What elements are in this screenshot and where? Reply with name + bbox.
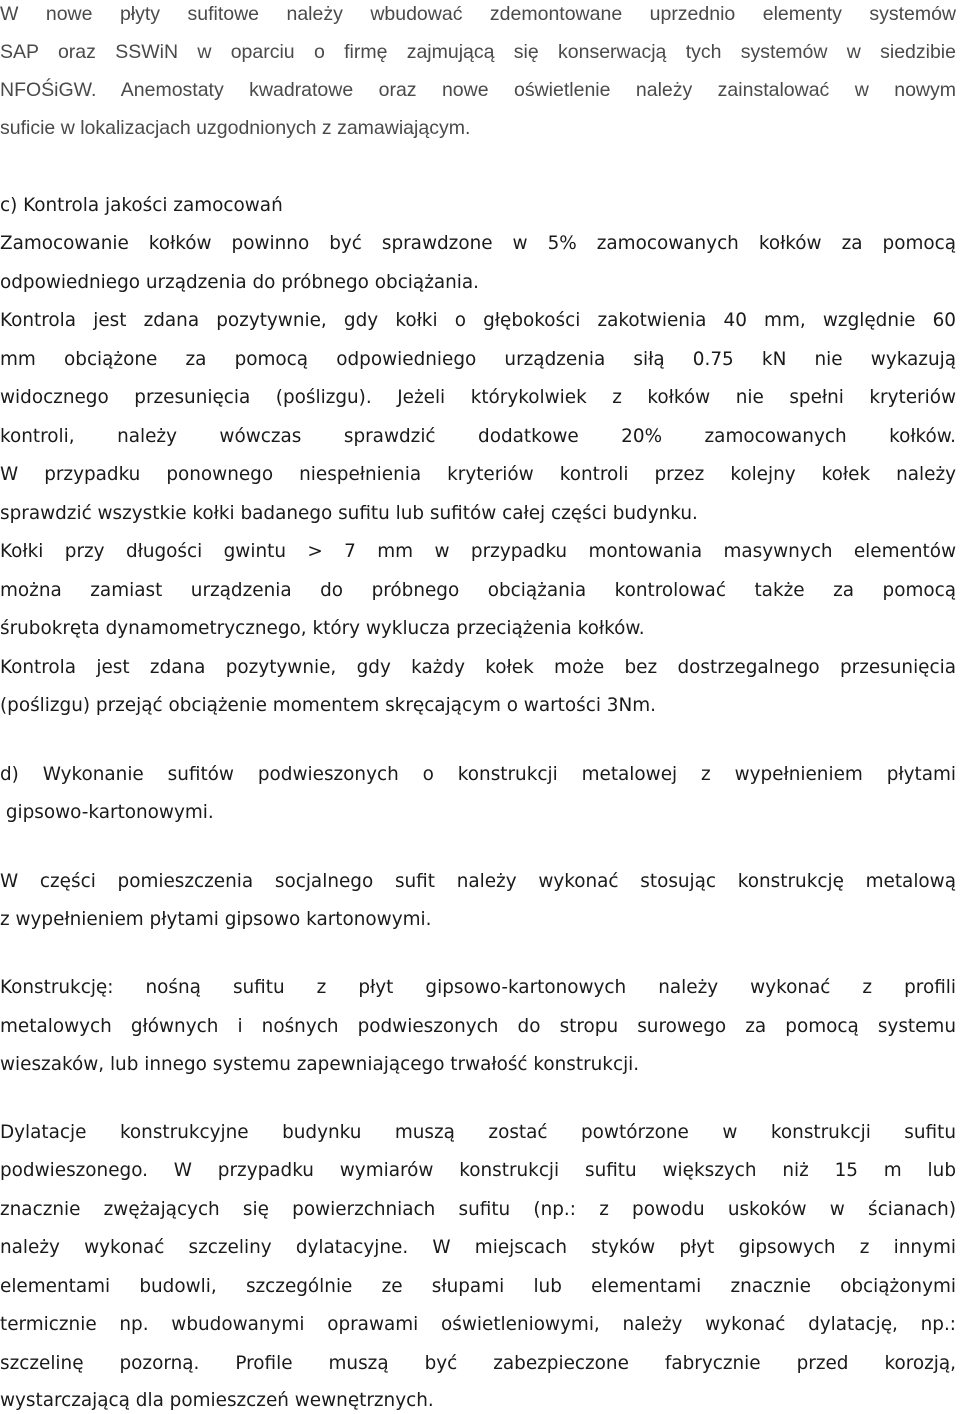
section-heading: gipsowo-kartonowymi.	[0, 802, 214, 823]
text-line: można zamiast urządzenia do próbnego obciążania kontrolować także za pomocą	[0, 580, 956, 601]
text-line: widocznego przesunięcia (poślizgu). Jeżeli którykolwiek z kołków nie spełni kryteriów	[0, 387, 956, 408]
section-heading: d) Wykonanie sufitów podwieszonych o konstrukcji metalowej z wypełnieniem płytami	[0, 764, 956, 785]
text-line: Kontrola jest zdana pozytywnie, gdy kołki o głębokości zakotwienia 40 mm, względnie 60	[0, 310, 956, 331]
text-line: śrubokręta dynamometrycznego, który wyklucza przeciążenia kołków.	[0, 618, 645, 639]
text-line: wieszaków, lub innego systemu zapewniającego trwałość konstrukcji.	[0, 1054, 640, 1075]
text-line: Zamocowanie kołków powinno być sprawdzone w 5% zamocowanych kołków za pomocą	[0, 233, 956, 254]
text-line: Konstrukcję: nośną sufitu z płyt gipsowo-kartonowych należy wykonać z profili	[0, 977, 956, 998]
text-line: kontroli, należy wówczas sprawdzić dodatkowe 20% zamocowanych kołków.	[0, 426, 956, 447]
text-line: SAP oraz SSWiN w oparciu o firmę zajmującą się konserwacją tych systemów w siedzibie	[0, 41, 956, 63]
text-line: suficie w lokalizacjach uzgodnionych z zamawiającym.	[0, 117, 471, 139]
text-line: odpowiedniego urządzenia do próbnego obciążania.	[0, 272, 479, 293]
section-heading: c) Kontrola jakości zamocowań	[0, 195, 283, 216]
text-line: W części pomieszczenia socjalnego sufit należy wykonać stosując konstrukcję metalową	[0, 871, 956, 892]
text-line: metalowych głównych i nośnych podwieszonych do stropu surowego za pomocą systemu	[0, 1016, 956, 1037]
text-line: W nowe płyty sufitowe należy wbudować zdemontowane uprzednio elementy systemów	[0, 3, 956, 25]
text-line: Kontrola jest zdana pozytywnie, gdy każdy kołek może bez dostrzegalnego przesunięcia	[0, 657, 956, 678]
text-line: (poślizgu) przejąć obciążenie momentem skręcającym o wartości 3Nm.	[0, 695, 657, 716]
text-line: należy wykonać szczeliny dylatacyjne. W miejscach styków płyt gipsowych z innymi	[0, 1237, 956, 1258]
text-line: NFOŚiGW. Anemostaty kwadratowe oraz nowe oświetlenie należy zainstalować w nowym	[0, 79, 956, 101]
text-line: W przypadku ponownego niespełnienia kryteriów kontroli przez kolejny kołek należy	[0, 464, 956, 485]
text-line: termicznie np. wbudowanymi oprawami oświetleniowymi, należy wykonać dylatację, np.:	[0, 1314, 956, 1335]
text-line: wystarczającą dla pomieszczeń wewnętrznych.	[0, 1390, 434, 1411]
text-line: sprawdzić wszystkie kołki badanego sufitu lub sufitów całej części budynku.	[0, 503, 698, 524]
text-line: znacznie zwężających się powierzchniach sufitu (np.: z powodu uskoków w ścianach)	[0, 1199, 956, 1220]
text-line: podwieszonego. W przypadku wymiarów konstrukcji sufitu większych niż 15 m lub	[0, 1160, 956, 1181]
text-line: z wypełnieniem płytami gipsowo kartonowymi.	[0, 909, 432, 930]
text-line: Kołki przy długości gwintu > 7 mm w przypadku montowania masywnych elementów	[0, 541, 956, 562]
text-line: elementami budowli, szczególnie ze słupami lub elementami znacznie obciążonymi	[0, 1276, 956, 1297]
text-line: Dylatacje konstrukcyjne budynku muszą zostać powtórzone w konstrukcji sufitu	[0, 1122, 956, 1143]
text-line: mm obciążone za pomocą odpowiedniego urządzenia siłą 0.75 kN nie wykazują	[0, 349, 956, 370]
text-line: szczelinę pozorną. Profile muszą być zabezpieczone fabrycznie przed korozją,	[0, 1353, 956, 1374]
